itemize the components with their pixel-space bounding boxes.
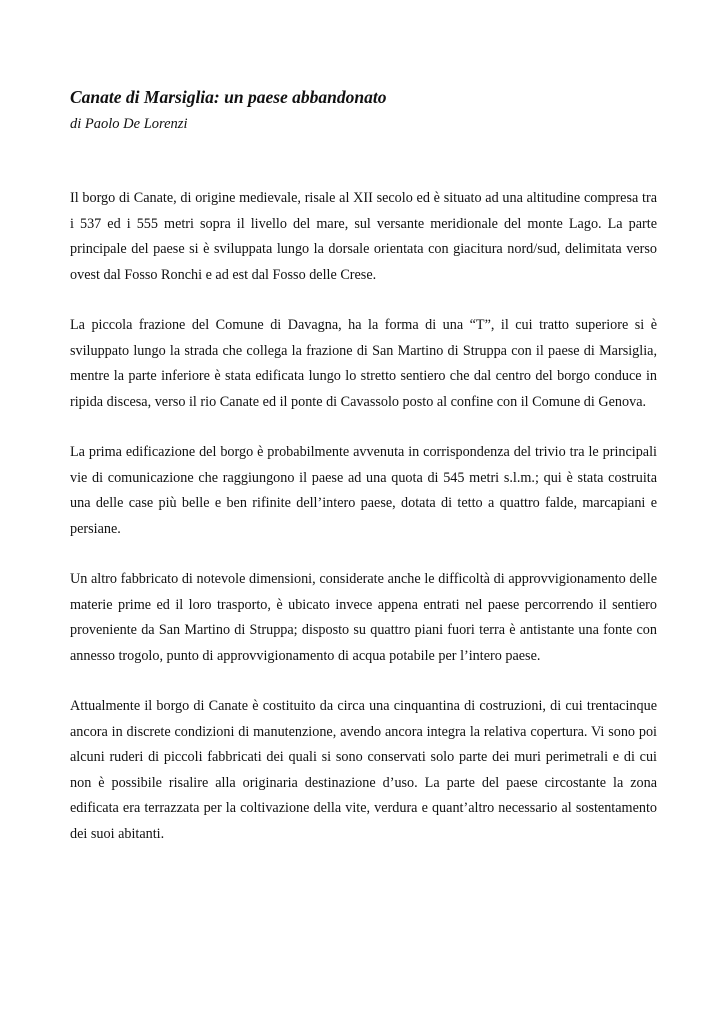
paragraph-1: Il borgo di Canate, di origine medievale, risale al XII secolo ed è situato ad una altitudine compresa tra i 537 ed i 555 metri sopra il livello del mare, sul versante meridionale del monte Lago. La parte principale del paese si è sviluppata lungo la dorsale orientata con giacitura nord/sud, delimitata verso ovest dal Fosso Ronchi e ad est dal Fosso delle Crese.: [70, 190, 657, 283]
document-page: [70, 86, 657, 872]
document-body: [70, 186, 657, 847]
paragraph-4: Un altro fabbricato di notevole dimensioni, considerate anche le difficoltà di approvvigionamento delle materie prime ed il loro trasporto, è ubicato invece appena entrati nel paese percorrendo il sentiero proveniente da San Martino di Struppa; disposto su quattro piani fuori terra è antistante una fonte con annesso trogolo, punto di approvvigionamento di acqua potabile per l’intero paese.: [70, 571, 657, 664]
document-author: di Paolo De Lorenzi: [70, 116, 188, 132]
document-title: Canate di Marsiglia: un paese abbandonato: [70, 87, 387, 107]
paragraph-3: La prima edificazione del borgo è probabilmente avvenuta in corrispondenza del trivio tra le principali vie di comunicazione che raggiungono il paese ad una quota di 545 metri s.l.m.; qui è stata costruita una delle case più belle e ben rifinite dell’intero paese, dotata di tetto a quattro falde, marcapiani e persiane.: [70, 444, 657, 537]
paragraph-5: Attualmente il borgo di Canate è costituito da circa una cinquantina di costruzioni, di cui trentacinque ancora in discrete condizioni di manutenzione, avendo ancora integra la relativa copertura. Vi sono poi alcuni ruderi di piccoli fabbricati dei quali si sono conservati solo parte dei muri perimetrali e di cui non è possibile risalire alla originaria destinazione d’uso. La parte del paese circostante la zona edificata era terrazzata per la coltivazione della vite, verdura e quant’altro necessario al sostentamento dei suoi abitanti.: [70, 698, 657, 842]
paragraph-2: La piccola frazione del Comune di Davagna, ha la forma di una “T”, il cui tratto superiore si è sviluppato lungo la strada che collega la frazione di San Martino di Struppa con il paese di Marsiglia, mentre la parte inferiore è stata edificata lungo lo stretto sentiero che dal centro del borgo conduce in ripida discesa, verso il rio Canate ed il ponte di Cavassolo posto al confine con il Comune di Genova.: [70, 317, 657, 410]
